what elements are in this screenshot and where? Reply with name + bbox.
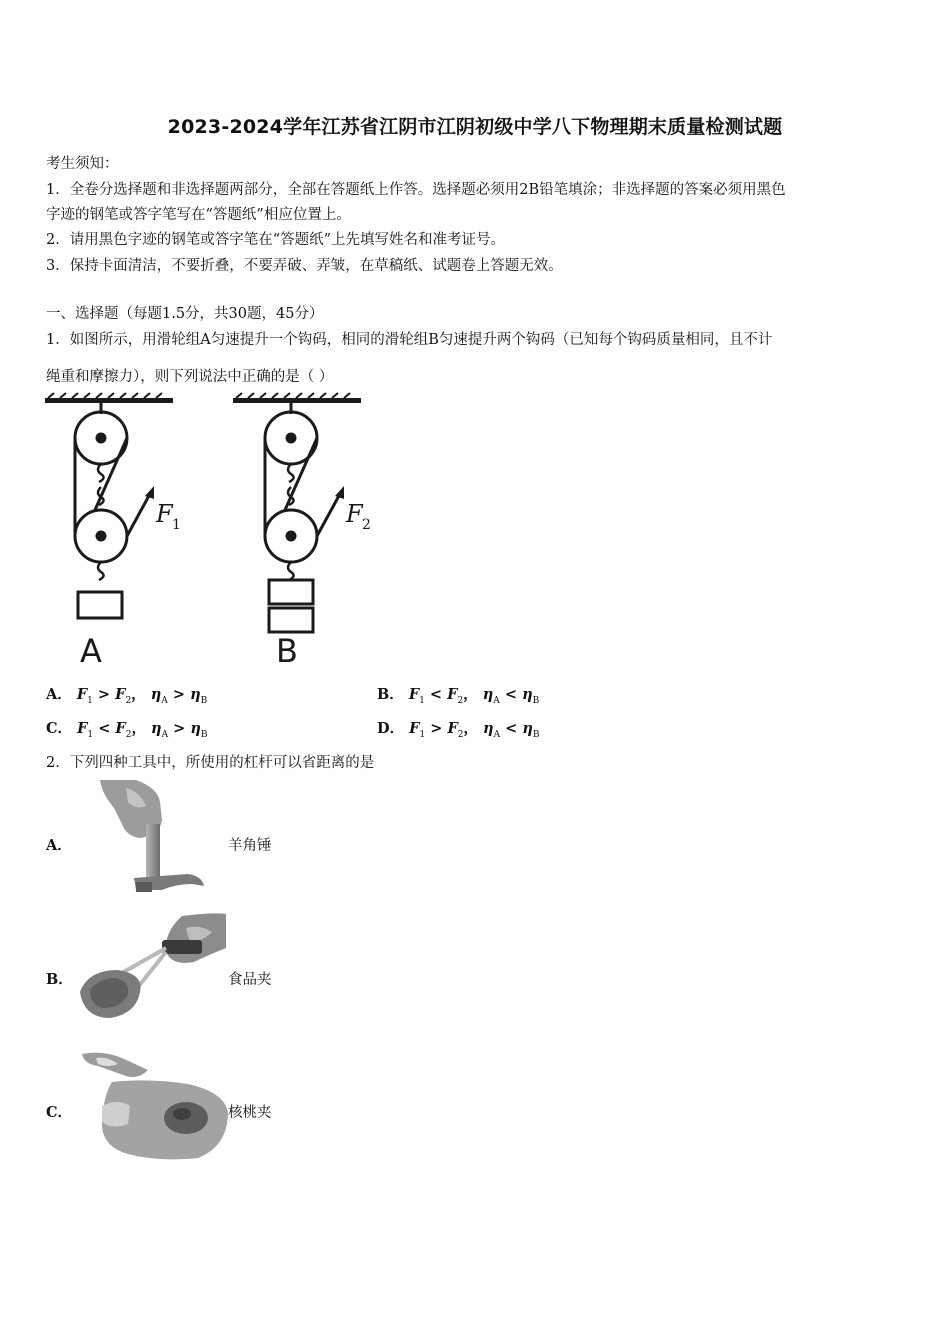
q1-option-d[interactable]: [377, 717, 540, 740]
option-symbol: η: [483, 720, 494, 737]
ceiling-b: [233, 398, 361, 403]
pulley-figure: [40, 392, 390, 674]
notice-item-2: 2．请用黑色字迹的钢笔或答字笔在“答题纸”上先填写姓名和准考证号。: [46, 232, 506, 248]
option-subscript: 1: [419, 729, 426, 740]
option-symbol: F: [76, 686, 88, 703]
q2-option-b-label: 食品夹: [228, 972, 272, 988]
weight-b-top: [269, 580, 313, 604]
option-subscript: B: [200, 729, 208, 740]
option-separator: ，: [131, 720, 146, 737]
option-symbol: η: [190, 686, 201, 703]
option-letter: D．: [377, 720, 405, 737]
option-symbol: η: [482, 686, 494, 703]
q2-option-c-letter: C．: [46, 1104, 73, 1121]
option-subscript: 1: [419, 695, 425, 706]
notice-header: 考生须知：: [46, 156, 119, 172]
claw-hammer-image[interactable]: [96, 780, 208, 895]
q1-stem-line-2: 绳重和摩擦力），则下列说法中正确的是（ ）: [46, 369, 334, 385]
option-subscript: A: [493, 695, 500, 706]
q2-option-c-label: 核桃夹: [228, 1105, 272, 1121]
option-separator: ，: [131, 686, 146, 703]
ceiling-hatch-a: [48, 393, 162, 398]
figure-label-b: B: [276, 632, 298, 670]
q2-option-b-letter: B．: [46, 971, 73, 988]
weight-b-bottom: [269, 608, 313, 632]
option-relation: <: [98, 720, 111, 737]
option-subscript: 2: [457, 695, 464, 706]
pulley-system-b: [233, 393, 361, 632]
option-relation: >: [173, 720, 186, 737]
ceiling-hatch-b: [236, 393, 350, 398]
force-arrow-a: [127, 492, 151, 536]
option-relation: >: [172, 686, 185, 703]
pulley-system-a: [45, 393, 173, 618]
ceiling-a: [45, 398, 173, 403]
option-letter: C．: [46, 720, 73, 737]
option-subscript: A: [161, 695, 168, 706]
option-symbol: F: [115, 720, 126, 737]
option-symbol: F: [77, 720, 88, 737]
option-symbol: η: [151, 720, 162, 737]
option-relation: <: [504, 686, 517, 703]
option-subscript: 2: [125, 729, 132, 740]
option-symbol: η: [150, 686, 162, 703]
option-relation: >: [97, 686, 111, 703]
q1-option-a[interactable]: [46, 683, 207, 706]
option-subscript: 2: [125, 695, 132, 706]
weight-a: [78, 592, 122, 618]
force-label-a: F: [156, 500, 173, 528]
q1-stem-line-1: 1．如图所示，用滑轮组A匀速提升一个钩码，相同的滑轮组B匀速提升两个钩码（已知每个钩码质量相同，且不计: [46, 332, 773, 348]
force-arrow-b: [317, 492, 341, 536]
option-symbol: F: [447, 686, 458, 703]
option-symbol: F: [447, 720, 458, 737]
option-relation: >: [430, 720, 443, 737]
option-subscript: B: [532, 729, 540, 740]
option-relation: <: [429, 686, 443, 703]
q2-option-a-label: 羊角锤: [228, 838, 272, 854]
nutcracker-jaw: [102, 1102, 130, 1127]
q2-option-a-letter: A．: [46, 837, 72, 854]
option-subscript: 1: [87, 729, 94, 740]
option-symbol: F: [115, 686, 126, 703]
food-tongs-image[interactable]: [74, 912, 226, 1030]
notice-item-1-line-2: 字迹的钢笔或答字笔写在“答题纸”相应位置上。: [46, 207, 351, 223]
nutcracker-image[interactable]: [78, 1050, 228, 1162]
option-relation: <: [505, 720, 518, 737]
option-subscript: B: [200, 695, 208, 706]
option-subscript: A: [161, 729, 169, 740]
option-symbol: η: [522, 720, 533, 737]
force-label-b-sub: 2: [362, 517, 371, 533]
option-symbol: F: [409, 720, 420, 737]
notice-item-3: 3．保持卡面清洁，不要折叠，不要弄破、弄皱，在草稿纸、试题卷上答题无效。: [46, 258, 563, 274]
q1-option-c[interactable]: [46, 717, 208, 740]
force-label-a-sub: 1: [172, 517, 181, 533]
section-header: 一、选择题（每题1.5分，共30题，45分）: [46, 306, 324, 322]
option-symbol: η: [190, 720, 201, 737]
tongs-grip: [162, 940, 202, 954]
force-label-b: F: [346, 500, 363, 528]
option-letter: A．: [46, 686, 72, 703]
q2-stem: 2．下列四种工具中，所使用的杠杆可以省距离的是: [46, 755, 375, 771]
option-symbol: F: [408, 686, 420, 703]
hammer-handle: [146, 824, 160, 880]
option-subscript: B: [532, 695, 540, 706]
option-separator: ，: [463, 720, 478, 737]
option-separator: ，: [463, 686, 478, 703]
option-subscript: 1: [87, 695, 93, 706]
option-subscript: 2: [457, 729, 464, 740]
option-letter: B．: [377, 686, 404, 703]
figure-label-a: A: [80, 632, 102, 670]
option-symbol: η: [522, 686, 533, 703]
option-subscript: A: [493, 729, 501, 740]
page-title: 2023-2024学年江苏省江阴市江阴初级中学八下物理期末质量检测试题: [167, 116, 783, 138]
notice-item-1-line-1: 1．全卷分选择题和非选择题两部分，全部在答题纸上作答。选择题必须用2B铅笔填涂；非选择题的答案必须用黑色: [46, 182, 786, 198]
q1-option-b[interactable]: [377, 683, 539, 706]
